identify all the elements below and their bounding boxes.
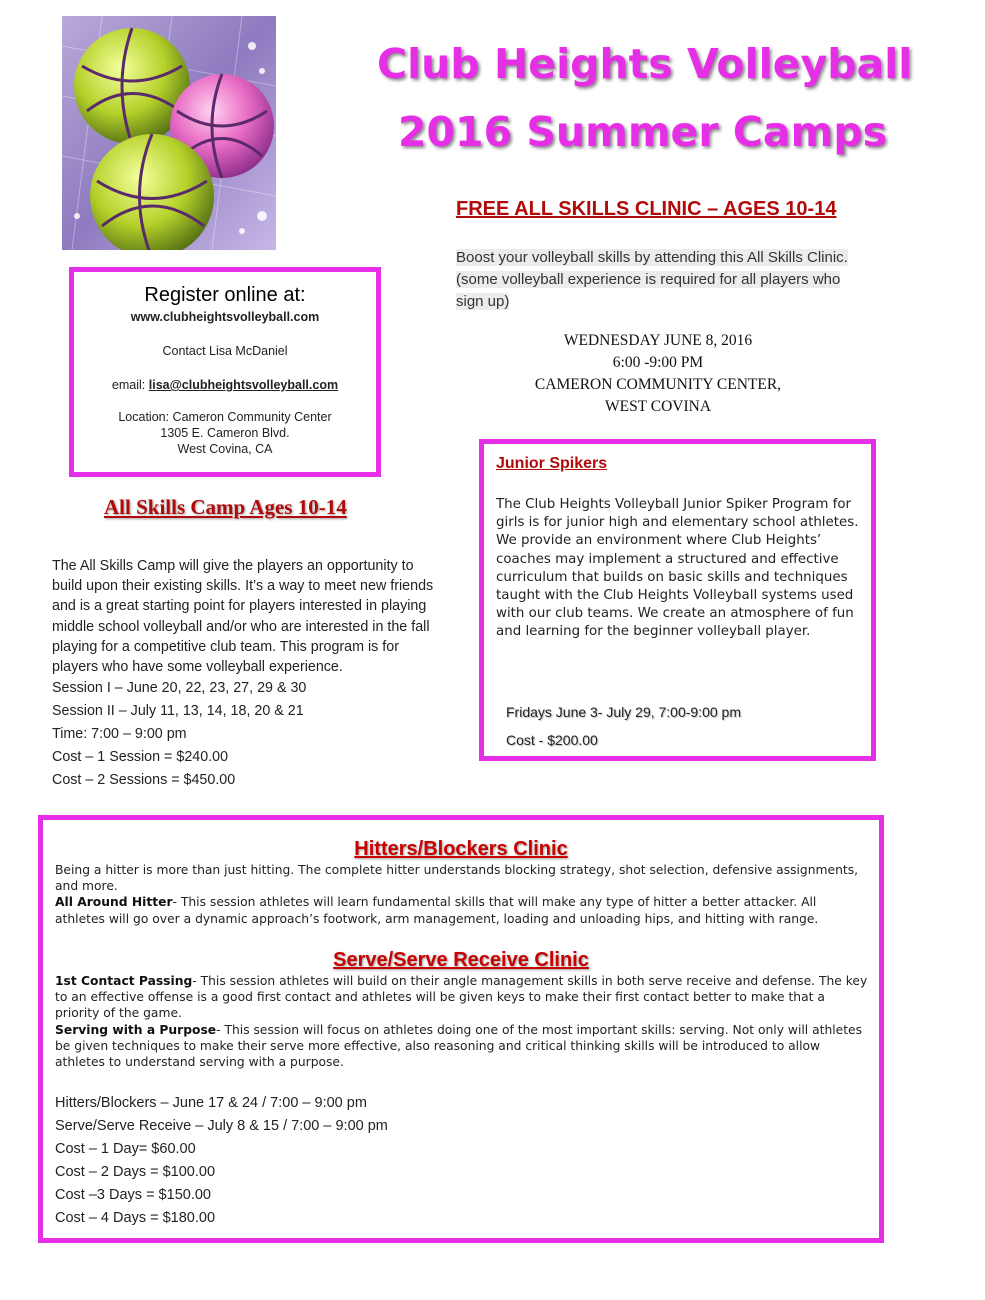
all-around-hitter-paragraph <box>55 894 870 926</box>
hitters-blockers-clinic-title <box>43 838 879 861</box>
hitters-intro: Being a hitter is more than just hitting. The complete hitter understands blocking strategy, shot selection, defensive assignments, and more. <box>55 863 859 894</box>
first-contact-label: 1st Contact Passing <box>55 974 193 988</box>
first-contact-paragraph <box>55 973 870 1022</box>
all-around-hitter-text: - This session athletes will learn fundamental skills that will make any type of hitter a better attacker. All athletes will go over a dynamic approach’s footwork, arm management, loading and unloading hips, and hitting with range. <box>55 895 819 926</box>
free-clinic-date: WEDNESDAY JUNE 8, 2016 <box>563 332 753 349</box>
schedule-line: Cost – 2 Days = $100.00 <box>55 1164 216 1180</box>
page-title-line1: Club Heights Volleyball <box>377 40 913 88</box>
register-email-label: email: <box>111 378 146 392</box>
volleyball-illustration <box>62 16 276 250</box>
free-clinic-venue: CAMERON COMMUNITY CENTER, <box>534 376 782 393</box>
free-clinic-time: 6:00 -9:00 PM <box>612 354 704 371</box>
all-skills-time: Time: 7:00 – 9:00 pm <box>52 726 187 743</box>
serving-purpose-paragraph <box>55 1022 870 1071</box>
all-skills-camp-heading: All Skills Camp Ages 10-14 <box>104 495 347 519</box>
serving-purpose-text: - This session will focus on athletes doing one of the most important skills: serving. Not only will athletes be given techniques to make their serve more effective, also reasoning and critical thinking skills will be introduced to allow athletes to understand serving with a purpose. <box>55 1022 863 1070</box>
register-box <box>69 267 381 477</box>
all-around-hitter-label: All Around Hitter <box>55 895 173 910</box>
junior-spikers-dates: Fridays June 3- July 29, 7:00-9:00 pm <box>506 704 742 720</box>
all-skills-camp-section <box>52 556 447 792</box>
junior-spikers-description: The Club Heights Volleyball Junior Spiker Program for girls is for junior high and elementary school athletes. We provide an environment where Club Heights’ coaches may implement a structured and effective curriculum that builds on basic skills and techniques taught with the Club Heights Volleyball systems used with our club teams. We create an atmosphere of fun and learning for the beginner volleyball player. <box>496 497 859 640</box>
register-url-link[interactable]: www.clubheightsvolleyball.com <box>130 310 320 324</box>
free-clinic-heading: FREE ALL SKILLS CLINIC – AGES 10-14 <box>456 198 837 220</box>
schedule-line: Cost – 1 Day= $60.00 <box>55 1141 196 1157</box>
serving-purpose-label: Serving with a Purpose <box>55 1022 217 1037</box>
schedule-line: Cost – 4 Days = $180.00 <box>55 1210 216 1226</box>
serve-receive-clinic-title-text: Serve/Serve Receive Clinic <box>333 949 589 971</box>
clinics-box <box>38 815 884 1243</box>
schedule-line: Hitters/Blockers – June 17 & 24 / 7:00 – 9:00 pm <box>55 1095 367 1111</box>
schedule-line: Cost –3 Days = $150.00 <box>55 1187 211 1203</box>
schedule-line: Serve/Serve Receive – July 8 & 15 / 7:00 – 9:00 pm <box>55 1118 388 1134</box>
junior-spikers-box <box>479 439 876 761</box>
junior-spikers-heading: Junior Spikers <box>496 455 608 472</box>
register-contact: Contact Lisa McDaniel <box>162 344 288 358</box>
junior-spikers-cost: Cost - $200.00 <box>506 732 598 748</box>
all-skills-cost1: Cost – 1 Session = $240.00 <box>52 749 229 766</box>
free-clinic-details <box>488 330 828 418</box>
page-title-line2: 2016 Summer Camps <box>398 108 888 156</box>
hitters-blockers-clinic-text <box>55 862 870 927</box>
register-location-line2: 1305 E. Cameron Blvd. <box>160 426 290 440</box>
register-location-line1: Location: Cameron Community Center <box>118 410 332 424</box>
free-clinic-description <box>456 247 856 313</box>
register-email-link[interactable]: lisa@clubheightsvolleyball.com <box>148 378 339 392</box>
free-clinic-description-text: Boost your volleyball skills by attending this All Skills Clinic. (some volleyball experience is required for all players who sign up) <box>456 249 848 310</box>
all-skills-session1: Session I – June 20, 22, 23, 27, 29 & 30 <box>52 680 307 697</box>
register-location-line3: West Covina, CA <box>177 442 273 456</box>
register-email-line <box>74 378 376 392</box>
all-skills-cost2: Cost – 2 Sessions = $450.00 <box>52 772 236 789</box>
register-title: Register online at: <box>144 284 306 306</box>
hitters-blockers-clinic-title-text: Hitters/Blockers Clinic <box>354 838 568 860</box>
all-skills-session2: Session II – July 11, 13, 14, 18, 20 & 21 <box>52 703 304 720</box>
serve-receive-clinic-text <box>55 973 870 1070</box>
free-clinic-city: WEST COVINA <box>604 398 712 415</box>
all-skills-camp-description: The All Skills Camp will give the players an opportunity to build upon their existing skills. It’s a way to meet new friends and is a great starting point for players interested in playing middle school volleyball and/or who are interested in the fall playing for a competitive club team. This program is for players who have some volleyball experience. <box>52 558 434 676</box>
volleyball-artwork <box>62 16 276 250</box>
first-contact-text: - This session athletes will build on their angle management skills in both serve receive and defense. The key to an effective offense is a good first contact and athletes will be given keys to make their first contact better to make that a priority of the game. <box>55 974 868 1021</box>
serve-receive-clinic-title <box>43 949 879 972</box>
clinic-schedule <box>55 1092 388 1230</box>
